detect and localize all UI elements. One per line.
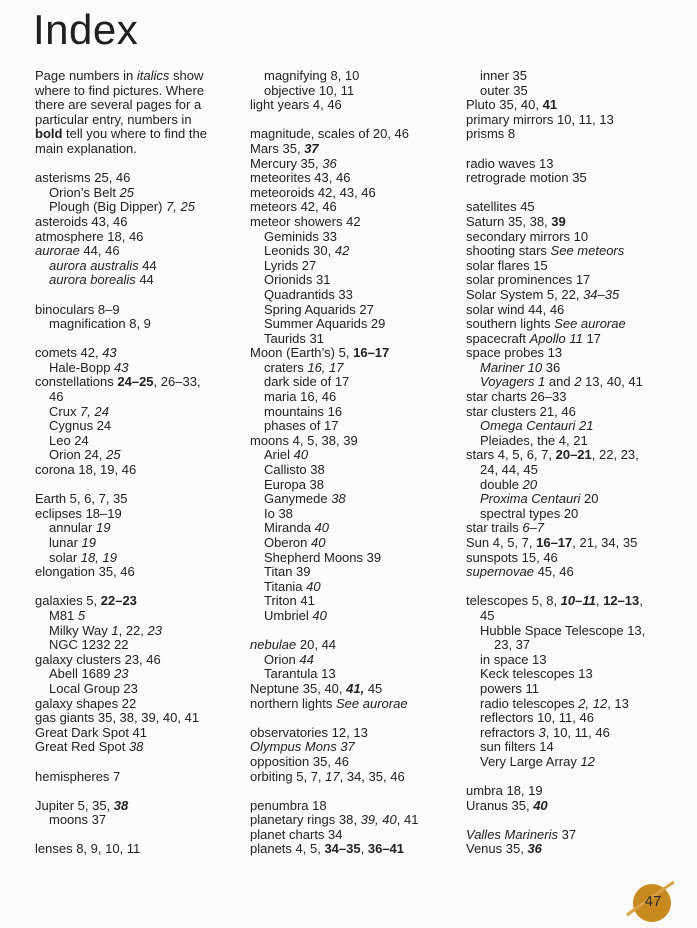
index-entry: asteroids 43, 46 xyxy=(35,213,128,229)
index-entry: umbra 18, 19 xyxy=(466,783,543,799)
index-subentry: Crux 7, 24 xyxy=(49,403,109,419)
intro-line: bold tell you where to find the xyxy=(35,126,207,142)
index-subentry: maria 16, 46 xyxy=(264,389,337,405)
index-subentry: mountains 16 xyxy=(264,403,343,419)
index-entry: Olympus Mons 37 xyxy=(250,739,355,755)
index-entry: orbiting 5, 7, 17, 34, 35, 46 xyxy=(250,768,405,784)
index-subentry: Quadrantids 33 xyxy=(264,286,353,302)
index-subentry: Cygnus 24 xyxy=(49,418,112,434)
index-entry: light years 4, 46 xyxy=(250,97,342,113)
intro-line: main explanation. xyxy=(35,140,137,156)
index-subentry: Lyrids 27 xyxy=(264,257,317,273)
index-entry: galaxy clusters 23, 46 xyxy=(35,651,161,667)
index-entry: solar prominences 17 xyxy=(466,272,591,288)
index-entry: binoculars 8–9 xyxy=(35,301,120,317)
index-subentry: solar 18, 19 xyxy=(49,549,117,565)
index-entry: Great Red Spot 38 xyxy=(35,739,144,755)
index-subentry: dark side of 17 xyxy=(264,374,350,390)
index-subentry: annular 19 xyxy=(49,520,111,536)
index-subentry: Ariel 40 xyxy=(264,447,309,463)
index-entry: retrograde motion 35 xyxy=(466,170,587,186)
index-subentry: M81 5 xyxy=(49,607,86,623)
index-entry: lenses 8, 9, 10, 11 xyxy=(35,841,141,857)
index-subentry: outer 35 xyxy=(480,82,528,98)
index-subentry: refractors 3, 10, 11, 46 xyxy=(480,724,610,740)
index-entry: eclipses 18–19 xyxy=(35,505,122,521)
index-subentry: aurora australis 44 xyxy=(49,257,157,273)
index-subentry: Orion 24, 25 xyxy=(49,447,121,463)
index-entry: Neptune 35, 40, 41, 45 xyxy=(250,680,383,696)
index-entry: supernovae 45, 46 xyxy=(466,564,574,580)
index-entry: solar wind 44, 46 xyxy=(466,301,565,317)
index-column-1 xyxy=(35,69,235,857)
index-entry: Moon (Earth’s) 5, 16–17 xyxy=(250,345,390,361)
index-subentry: double 20 xyxy=(480,476,538,492)
intro-line: Page numbers in italics show xyxy=(35,68,204,83)
index-entry: meteorites 43, 46 xyxy=(250,170,351,186)
index-entry: star clusters 21, 46 xyxy=(466,403,576,419)
index-entry: planets 4, 5, 34–35, 36–41 xyxy=(250,841,404,857)
index-subentry: Europa 38 xyxy=(264,476,324,492)
index-entry: Venus 35, 36 xyxy=(466,841,542,857)
index-entry: atmosphere 18, 46 xyxy=(35,228,144,244)
index-subentry: radio telescopes 2, 12, 13 xyxy=(480,695,629,711)
index-subentry: Geminids 33 xyxy=(264,228,337,244)
index-entry: Solar System 5, 22, 34–35 xyxy=(466,286,620,302)
index-entry: star charts 26–33 xyxy=(466,389,567,405)
index-entry: stars 4, 5, 6, 7, 20–21, 22, 23, xyxy=(466,447,639,463)
index-subentry: Hubble Space Telescope 13, xyxy=(480,622,646,638)
index-subentry: craters 16, 17 xyxy=(264,359,344,375)
index-subentry: Plough (Big Dipper) 7, 25 xyxy=(49,199,195,215)
index-subentry: Spring Aquarids 27 xyxy=(264,301,374,317)
index-entry: prisms 8 xyxy=(466,126,516,142)
index-entry: planetary rings 38, 39, 40, 41 xyxy=(250,812,419,828)
index-entry: Earth 5, 6, 7, 35 xyxy=(35,491,128,507)
index-subentry: lunar 19 xyxy=(49,535,96,550)
index-entry: Mercury 35, 36 xyxy=(250,155,337,171)
index-subentry: Leo 24 xyxy=(49,432,89,448)
index-entry: nebulae 20, 44 xyxy=(250,637,337,653)
index-subentry: inner 35 xyxy=(480,68,527,83)
page-title: Index xyxy=(33,6,139,53)
index-subentry: phases of 17 xyxy=(264,418,339,434)
index-subentry: Local Group 23 xyxy=(49,680,138,696)
intro-line: there are several pages for a xyxy=(35,97,202,113)
index-subentry: 23, 37 xyxy=(494,637,531,653)
index-entry: hemispheres 7 xyxy=(35,768,121,784)
index-entry: elongation 35, 46 xyxy=(35,564,135,580)
index-entry: galaxies 5, 22–23 xyxy=(35,593,137,609)
index-entry: Valles Marineris 37 xyxy=(466,826,577,842)
index-subentry: sun filters 14 xyxy=(480,739,554,755)
index-entry: constellations 24–25, 26–33, xyxy=(35,374,201,390)
index-entry: northern lights See aurorae xyxy=(250,695,408,711)
index-subentry: magnification 8, 9 xyxy=(49,316,151,332)
index-entry: gas giants 35, 38, 39, 40, 41 xyxy=(35,710,200,726)
index-subentry: Orionids 31 xyxy=(264,272,331,288)
index-entry: sunspots 15, 46 xyxy=(466,549,558,565)
index-entry: satellites 45 xyxy=(466,199,535,215)
index-subentry: Omega Centauri 21 xyxy=(480,418,594,434)
index-subentry: moons 37 xyxy=(49,812,107,828)
index-subentry: objective 10, 11 xyxy=(264,82,355,98)
index-entry: telescopes 5, 8, 10–11, 12–13, xyxy=(466,593,643,609)
index-entry: meteors 42, 46 xyxy=(250,199,337,215)
index-subentry: magnifying 8, 10 xyxy=(264,68,360,83)
index-subentry: Miranda 40 xyxy=(264,520,330,536)
index-entry: star trails 6–7 xyxy=(466,520,545,536)
index-subentry: Leonids 30, 42 xyxy=(264,243,350,259)
index-entry: Jupiter 5, 35, 38 xyxy=(35,797,129,813)
index-subentry: Taurids 31 xyxy=(264,330,324,346)
index-entry: Sun 4, 5, 7, 16–17, 21, 34, 35 xyxy=(466,535,638,550)
index-column-2 xyxy=(250,69,455,857)
index-entry: meteoroids 42, 43, 46 xyxy=(250,184,376,200)
index-subentry: Hale-Bopp 43 xyxy=(49,359,129,375)
index-entry: secondary mirrors 10 xyxy=(466,228,589,244)
index-entry: Great Dark Spot 41 xyxy=(35,724,147,740)
index-entry: Uranus 35, 40 xyxy=(466,797,548,813)
index-entry: Pluto 35, 40, 41 xyxy=(466,97,558,113)
index-entries xyxy=(35,171,235,857)
index-subentry: Mariner 10 36 xyxy=(480,359,561,375)
index-subentry: Ganymede 38 xyxy=(264,491,346,507)
index-subentry: Umbriel 40 xyxy=(264,607,327,623)
intro-paragraph xyxy=(35,69,235,157)
index-entry: corona 18, 19, 46 xyxy=(35,462,137,478)
index-entry: planet charts 34 xyxy=(250,826,343,842)
index-subentry: Orion’s Belt 25 xyxy=(49,184,135,200)
index-subentry: reflectors 10, 11, 46 xyxy=(480,710,594,726)
index-entry: magnitude, scales of 20, 46 xyxy=(250,126,409,142)
intro-line: where to find pictures. Where xyxy=(35,82,205,98)
index-subentry: Keck telescopes 13 xyxy=(480,666,593,682)
index-subentry: Triton 41 xyxy=(264,593,315,609)
index-subentry: Proxima Centauri 20 xyxy=(480,491,599,507)
index-entry: penumbra 18 xyxy=(250,797,327,813)
index-subentry: Tarantula 13 xyxy=(264,666,336,682)
index-subentry: Io 38 xyxy=(264,505,293,521)
index-entry: primary mirrors 10, 11, 13 xyxy=(466,111,614,127)
index-entry: space probes 13 xyxy=(466,345,563,361)
intro-line: particular entry, numbers in xyxy=(35,111,192,127)
index-entry: aurorae 44, 46 xyxy=(35,243,120,259)
index-subentry: Titania 40 xyxy=(264,578,321,594)
index-subentry: Milky Way 1, 22, 23 xyxy=(49,622,162,638)
page-number: 47 xyxy=(644,893,662,910)
index-entry: radio waves 13 xyxy=(466,155,554,171)
index-subentry: Summer Aquarids 29 xyxy=(264,316,386,332)
index-subentry: Abell 1689 23 xyxy=(49,666,129,682)
index-entry: shooting stars See meteors xyxy=(466,243,625,259)
index-subentry: 45 xyxy=(480,607,495,623)
index-subentry: Voyagers 1 and 2 13, 40, 41 xyxy=(480,374,643,390)
index-subentry: Oberon 40 xyxy=(264,535,326,550)
index-subentry: Titan 39 xyxy=(264,564,311,580)
index-subentry: aurora borealis 44 xyxy=(49,272,154,288)
index-subentry: 24, 44, 45 xyxy=(480,462,538,478)
index-entry: galaxy shapes 22 xyxy=(35,695,137,711)
index-entry: opposition 35, 46 xyxy=(250,753,350,769)
index-entry: observatories 12, 13 xyxy=(250,724,368,740)
index-entry: spacecraft Apollo 11 17 xyxy=(466,330,601,346)
index-subentry: Shepherd Moons 39 xyxy=(264,549,382,565)
index-subentry: powers 11 xyxy=(480,680,540,696)
index-entry: Saturn 35, 38, 39 xyxy=(466,213,566,229)
index-entry: moons 4, 5, 38, 39 xyxy=(250,432,358,448)
index-entry: asterisms 25, 46 xyxy=(35,170,131,186)
index-entry: meteor showers 42 xyxy=(250,213,361,229)
index-entry: southern lights See aurorae xyxy=(466,316,626,332)
index-entry: comets 42, 43 xyxy=(35,345,117,361)
index-column-3 xyxy=(466,69,691,857)
index-subentry: NGC 1232 22 xyxy=(49,637,129,653)
index-entries xyxy=(466,69,691,857)
index-subentry: Very Large Array 12 xyxy=(480,753,595,769)
index-entry: Mars 35, 37 xyxy=(250,140,319,156)
index-subentry: 46 xyxy=(49,389,64,405)
index-subentry: Orion 44 xyxy=(264,651,314,667)
index-entries xyxy=(250,69,455,857)
index-subentry: in space 13 xyxy=(480,651,547,667)
index-subentry: Pleiades, the 4, 21 xyxy=(480,432,588,448)
index-subentry: spectral types 20 xyxy=(480,505,579,521)
index-subentry: Callisto 38 xyxy=(264,462,325,478)
index-entry: solar flares 15 xyxy=(466,257,548,273)
